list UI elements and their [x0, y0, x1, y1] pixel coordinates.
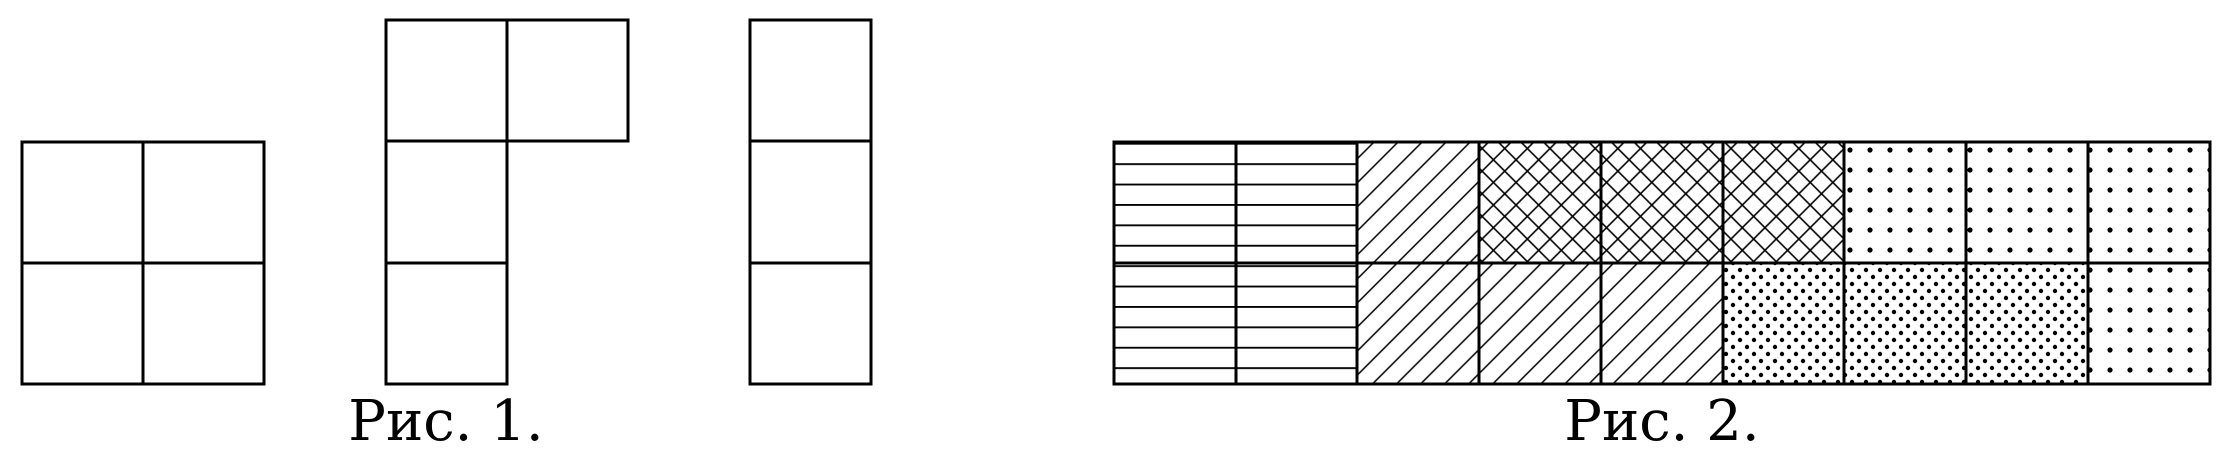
cell-dots-sparse	[2088, 263, 2210, 384]
cell-diagonal	[1479, 263, 1601, 384]
cell-horizontal	[1114, 142, 1236, 263]
cell-crosshatch	[1723, 142, 1845, 263]
l-piece	[386, 20, 628, 384]
figure-1-caption: Рис. 1.	[348, 389, 544, 454]
cell-diagonal	[1358, 142, 1480, 263]
cell-crosshatch	[1479, 142, 1601, 263]
cell-dots-sparse	[2088, 142, 2210, 263]
cell-dots-dense	[1966, 263, 2088, 384]
square-piece	[22, 142, 264, 384]
cell-dots-dense	[1845, 263, 1967, 384]
figure-2	[1114, 142, 2210, 384]
cell-diagonal	[1601, 263, 1723, 384]
cell-diagonal	[1358, 263, 1480, 384]
cell-horizontal	[1236, 142, 1358, 263]
cell-dots-sparse	[1845, 142, 1967, 263]
cell-horizontal	[1114, 263, 1236, 384]
cell-crosshatch	[1601, 142, 1723, 263]
cell-horizontal	[1236, 263, 1358, 384]
straight-piece	[750, 20, 871, 384]
figure-1	[22, 20, 871, 384]
cell-dots-dense	[1723, 263, 1845, 384]
cell-dots-sparse	[1966, 142, 2088, 263]
figure-2-caption: Рис. 2.	[1564, 389, 1760, 454]
